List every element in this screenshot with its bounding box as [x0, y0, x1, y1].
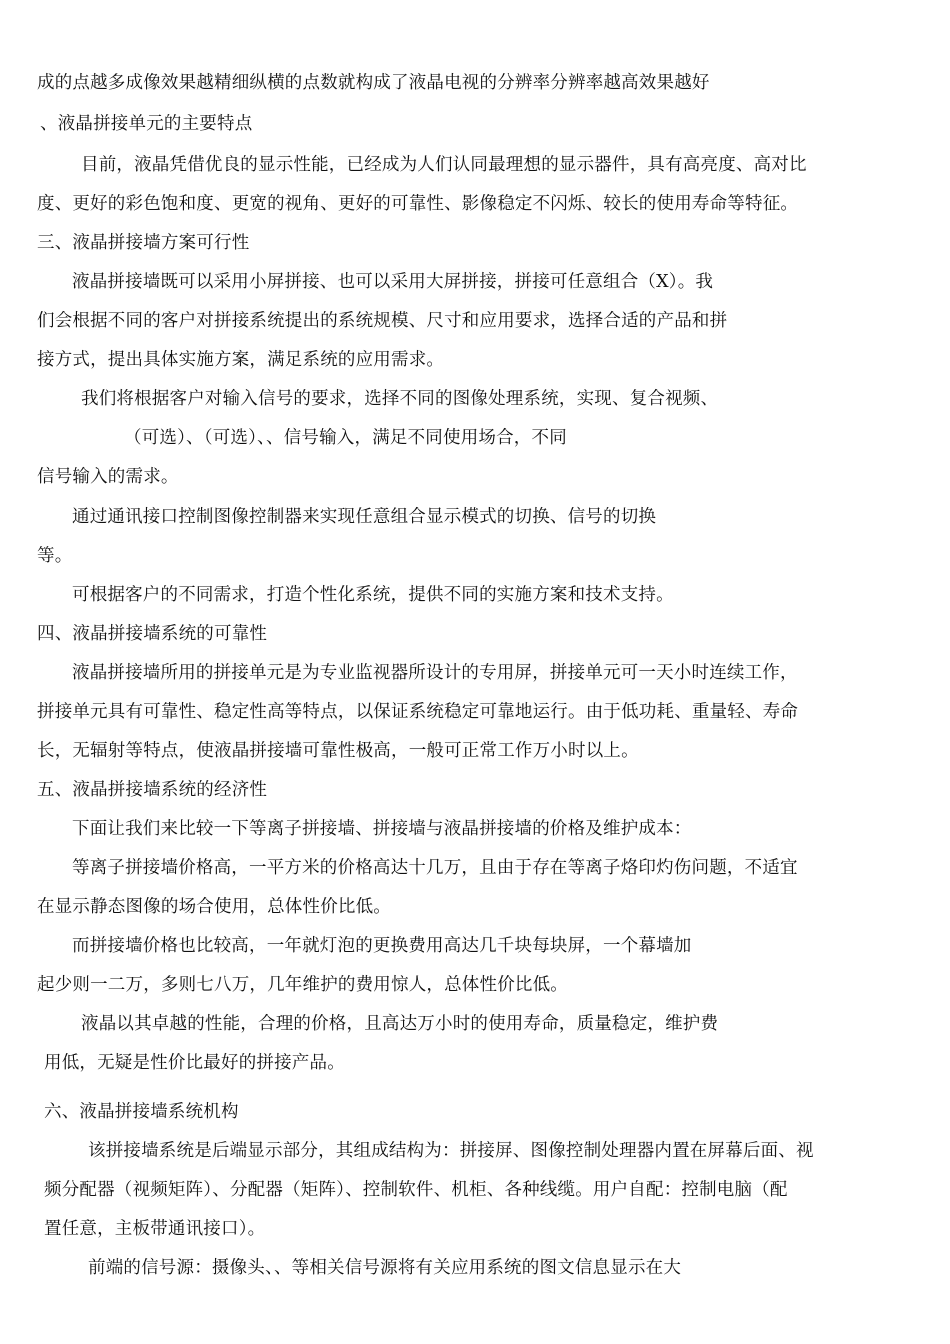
section-heading: 、液晶拼接单元的主要特点	[40, 114, 253, 134]
text-line: 频分配器（视频矩阵）、分配器（矩阵）、控制软件、机柜、各种线缆。用户自配：控制电脑（配	[44, 1180, 788, 1200]
text-line: 液晶以其卓越的性能，合理的价格，且高达万小时的使用寿命，质量稳定，维护费	[81, 1014, 719, 1034]
section-heading: 六、液晶拼接墙系统机构	[44, 1102, 239, 1122]
text-line: 而拼接墙价格也比较高，一年就灯泡的更换费用高达几千块每块屏，一个幕墙加	[72, 936, 692, 956]
text-line: 通过通讯接口控制图像控制器来实现任意组合显示模式的切换、信号的切换	[72, 507, 657, 527]
text-line: 接方式，提出具体实施方案，满足系统的应用需求。	[37, 350, 445, 370]
text-line: 我们将根据客户对输入信号的要求，选择不同的图像处理系统，实现、复合视频、	[81, 389, 719, 409]
text-line: 液晶拼接墙既可以采用小屏拼接、也可以采用大屏拼接，拼接可任意组合（X）。我	[72, 272, 714, 292]
text-line: 用低，无疑是性价比最好的拼接产品。	[44, 1053, 345, 1073]
text-line: 等。	[37, 546, 73, 566]
text-line: 液晶拼接墙所用的拼接单元是为专业监视器所设计的专用屏，拼接单元可一天小时连续工作，	[72, 663, 798, 683]
text-line: 信号输入的需求。	[37, 467, 179, 487]
section-heading: 四、液晶拼接墙系统的可靠性	[37, 624, 268, 644]
text-line: 成的点越多成像效果越精细纵横的点数就构成了液晶电视的分辨率分辨率越高效果越好	[37, 73, 710, 93]
text-line: 前端的信号源：摄像头、、等相关信号源将有关应用系统的图文信息显示在大	[88, 1258, 682, 1278]
text-line: 度、更好的彩色饱和度、更宽的视角、更好的可靠性、影像稳定不闪烁、较长的使用寿命等特征。	[37, 194, 799, 214]
text-line: 们会根据不同的客户对拼接系统提出的系统规模、尺寸和应用要求，选择合适的产品和拼	[37, 311, 728, 331]
text-line: 下面让我们来比较一下等离子拼接墙、拼接墙与液晶拼接墙的价格及维护成本：	[72, 819, 692, 839]
text-line: 等离子拼接墙价格高，一平方米的价格高达十几万，且由于存在等离子烙印灼伤问题，不适宜	[72, 858, 798, 878]
section-heading: 五、液晶拼接墙系统的经济性	[37, 780, 268, 800]
text-line: 该拼接墙系统是后端显示部分，其组成结构为：拼接屏、图像控制处理器内置在屏幕后面、视	[88, 1141, 814, 1161]
text-line: 可根据客户的不同需求，打造个性化系统，提供不同的实施方案和技术支持。	[72, 585, 674, 605]
text-line: 置任意，主板带通讯接口）。	[44, 1219, 266, 1239]
text-line: 在显示静态图像的场合使用，总体性价比低。	[37, 897, 391, 917]
text-line: 拼接单元具有可靠性、稳定性高等特点，以保证系统稳定可靠地运行。由于低功耗、重量轻、寿命	[37, 702, 799, 722]
section-heading: 三、液晶拼接墙方案可行性	[37, 233, 250, 253]
text-line: （可选）、（可选）、、信号输入，满足不同使用场合，不同	[124, 428, 567, 448]
text-line: 起少则一二万，多则七八万，几年维护的费用惊人，总体性价比低。	[37, 975, 568, 995]
text-line: 长，无辐射等特点，使液晶拼接墙可靠性极高，一般可正常工作万小时以上。	[37, 741, 639, 761]
text-line: 目前，液晶凭借优良的显示性能，已经成为人们认同最理想的显示器件，具有高亮度、高对比	[81, 155, 807, 175]
